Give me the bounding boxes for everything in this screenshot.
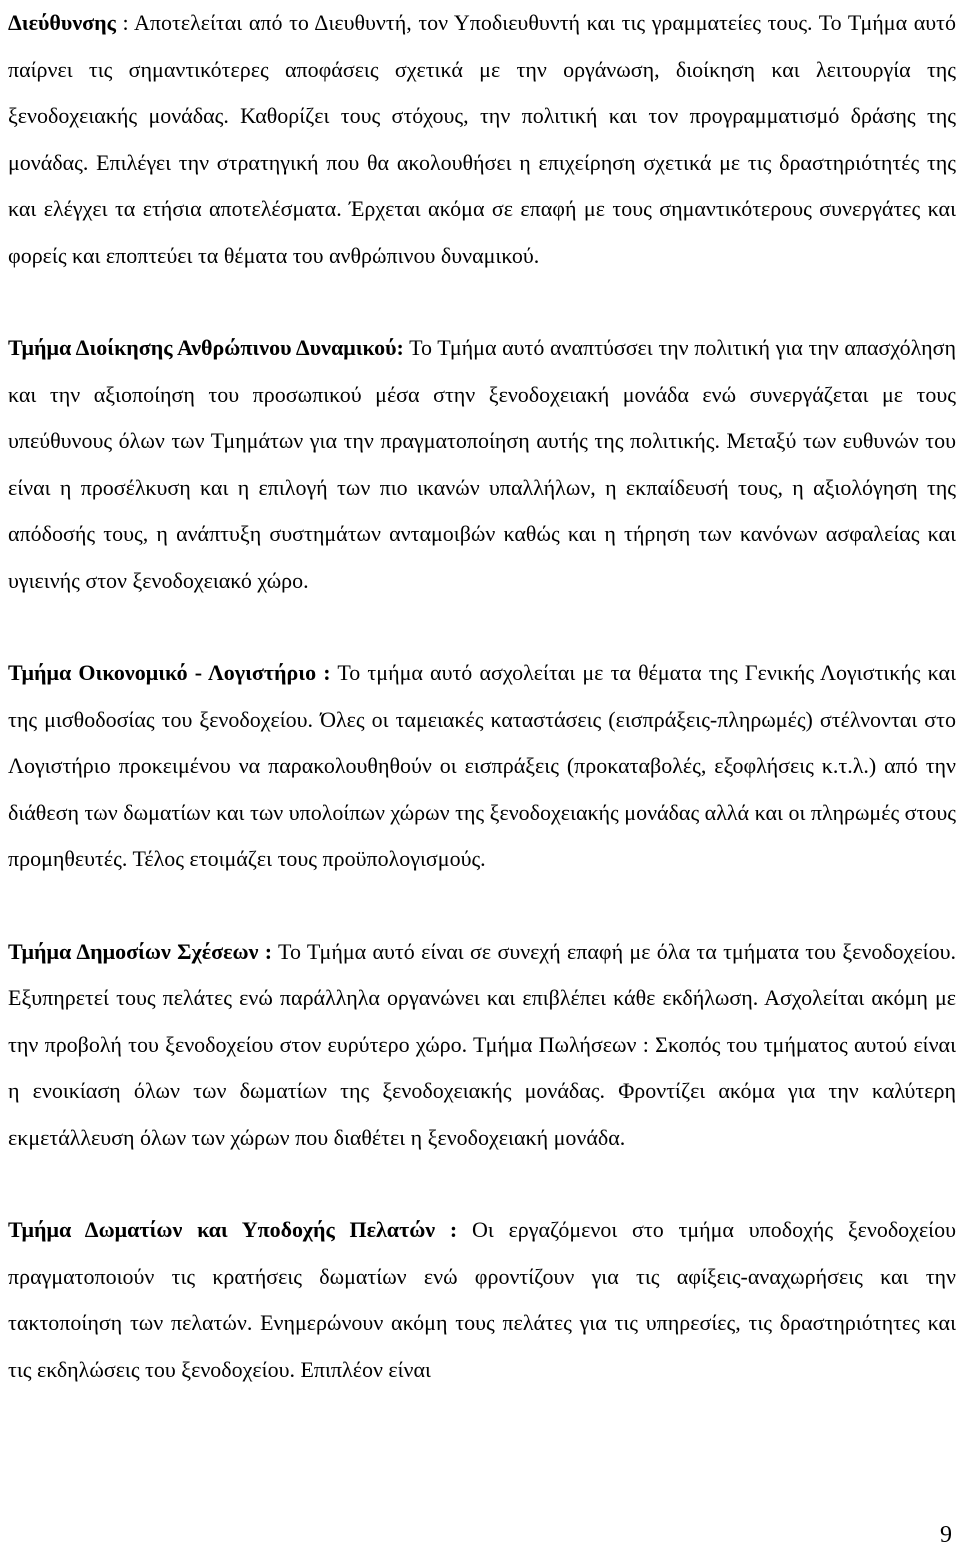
page-number: 9: [940, 1522, 952, 1548]
paragraph-rooms-reception: [8, 1207, 956, 1393]
paragraph-heading: Τμήμα Δωματίων και Υποδοχής Πελατών :: [8, 1217, 458, 1242]
paragraph-heading: Τμήμα Διοίκησης Ανθρώπινου Δυναμικού:: [8, 335, 404, 360]
paragraph-management: [8, 0, 956, 279]
heading-separator: :: [115, 10, 135, 35]
paragraph-human-resources: [8, 325, 956, 604]
document-page: [8, 0, 956, 1393]
paragraph-public-relations: [8, 929, 956, 1162]
paragraph-body: Οι εργαζόμενοι στο τμήμα υποδοχής ξενοδοχείου πραγματοποιούν τις κρατήσεις δωματίων ενώ φροντίζουν για τις αφίξεις-αναχωρήσεις και την τακτοποίηση των πελατών. Ενημερώνουν ακόμη τους πελάτες για τις υπηρεσίες, τις δραστηριότητες και τις εκδηλώσεις του ξενοδοχείου. Επιπλέον είναι: [8, 1217, 956, 1382]
heading-separator: [457, 1217, 472, 1242]
paragraph-body: Το Τμήμα αυτό είναι σε συνεχή επαφή με όλα τα τμήματα του ξενοδοχείου. Εξυπηρετεί τους πελάτες ενώ παράλληλα οργανώνει και επιβλέπει κάθε εκδήλωση. Ασχολείται ακόμη με την προβολή του ξενοδοχείου στον ευρύτερο χώρο. Τμήμα Πωλήσεων : Σκοπός του τμήματος αυτού είναι η ενοικίαση όλων των δωματίων της ξενοδοχειακής μονάδας. Φροντίζει ακόμα για την καλύτερη εκμετάλλευση όλων των χώρων που διαθέτει η ξενοδοχειακή μονάδα.: [8, 938, 956, 1150]
paragraph-body: Το Τμήμα αυτό αναπτύσσει την πολιτική για την απασχόληση και την αξιοποίηση του προσωπικού μέσα στην ξενοδοχειακή μονάδα ενώ συνεργάζεται με τους υπεύθυνους όλων των Τμημάτων για την πραγματοποίηση αυτής της πολιτικής. Μεταξύ των ευθυνών του είναι η προσέλκυση και η επιλογή των πιο ικανών υπαλλήλων, η εκπαίδευσή τους, η αξιολόγηση της απόδοσής τους, η ανάπτυξη συστημάτων ανταμοιβών καθώς και η τήρηση των κανόνων ασφαλείας και υγιεινής στον ξενοδοχειακό χώρο.: [8, 335, 957, 593]
paragraph-heading: Διεύθυνσης: [8, 10, 116, 35]
paragraph-accounting: [8, 650, 956, 883]
paragraph-body: Αποτελείται από το Διευθυντή, τον Υποδιευθυντή και τις γραμματείες τους. Το Τμήμα αυτό παίρνει τις σημαντικότερες αποφάσεις σχετικά με την οργάνωση, διοίκηση και λειτουργία της ξενοδοχειακής μονάδας. Καθορίζει τους στόχους, την πολιτική και τον προγραμματισμό δράσης της μονάδας. Επιλέγει την στρατηγική που θα ακολουθήσει η επιχείρηση σχετικά με τις δραστηριότητές της και ελέγχει τα ετήσια αποτελέσματα. Έρχεται ακόμα σε επαφή με τους σημαντικότερους συνεργάτες και φορείς και εποπτεύει τα θέματα του ανθρώπινου δυναμικού.: [8, 10, 956, 268]
paragraph-heading: Τμήμα Οικονομικό - Λογιστήριο :: [8, 660, 331, 685]
paragraph-heading: Τμήμα Δημοσίων Σχέσεων :: [8, 938, 273, 964]
paragraph-body: Το τμήμα αυτό ασχολείται με τα θέματα της Γενικής Λογιστικής και της μισθοδοσίας του ξενοδοχείου. Όλες οι ταμειακές καταστάσεις (εισπράξεις-πληρωμές) στέλνονται στο Λογιστήριο προκειμένου να παρακολουθηθούν οι εισπράξεις (προκαταβολές, εξοφλήσεις κ.τ.λ.) από την διάθεση των δωματίων και των υπολοίπων χώρων της ξενοδοχειακής μονάδας αλλά και οι πληρωμές στους προμηθευτές. Τέλος ετοιμάζει τους προϋπολογισμούς.: [8, 660, 956, 871]
